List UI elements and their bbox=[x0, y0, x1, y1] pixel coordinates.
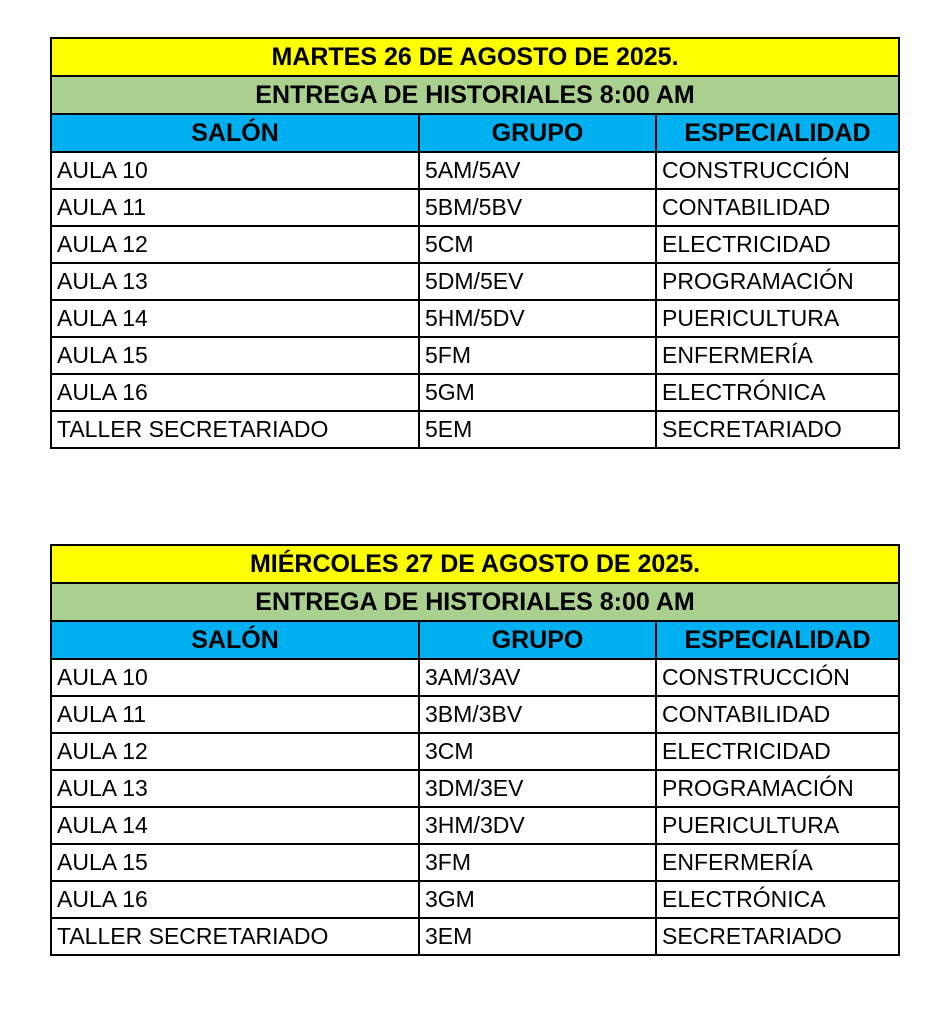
subtitle-row bbox=[51, 583, 899, 621]
column-header-salon: SALÓN bbox=[51, 114, 419, 152]
table-row bbox=[51, 263, 899, 300]
date-row bbox=[51, 38, 899, 76]
schedule-subtitle: ENTREGA DE HISTORIALES 8:00 AM bbox=[51, 76, 899, 114]
cell-especialidad: SECRETARIADO bbox=[656, 918, 899, 955]
cell-grupo: 5CM bbox=[419, 226, 656, 263]
cell-salon: AULA 13 bbox=[51, 770, 419, 807]
cell-grupo: 3AM/3AV bbox=[419, 659, 656, 696]
cell-especialidad: ELECTRÓNICA bbox=[656, 374, 899, 411]
cell-especialidad: CONTABILIDAD bbox=[656, 189, 899, 226]
table-row bbox=[51, 807, 899, 844]
cell-grupo: 3DM/3EV bbox=[419, 770, 656, 807]
cell-especialidad: ELECTRICIDAD bbox=[656, 226, 899, 263]
cell-especialidad: PROGRAMACIÓN bbox=[656, 263, 899, 300]
table-row bbox=[51, 189, 899, 226]
cell-grupo: 3HM/3DV bbox=[419, 807, 656, 844]
table-row bbox=[51, 337, 899, 374]
column-header-grupo: GRUPO bbox=[419, 621, 656, 659]
schedule-date-title: MIÉRCOLES 27 DE AGOSTO DE 2025. bbox=[51, 545, 899, 583]
column-header-salon: SALÓN bbox=[51, 621, 419, 659]
cell-salon: AULA 14 bbox=[51, 807, 419, 844]
schedule-table-wednesday bbox=[50, 544, 900, 956]
cell-salon: AULA 12 bbox=[51, 733, 419, 770]
column-header-grupo: GRUPO bbox=[419, 114, 656, 152]
cell-grupo: 5GM bbox=[419, 374, 656, 411]
cell-especialidad: PROGRAMACIÓN bbox=[656, 770, 899, 807]
column-header-especialidad: ESPECIALIDAD bbox=[656, 621, 899, 659]
cell-especialidad: CONSTRUCCIÓN bbox=[656, 659, 899, 696]
cell-grupo: 5AM/5AV bbox=[419, 152, 656, 189]
cell-grupo: 3EM bbox=[419, 918, 656, 955]
cell-salon: AULA 15 bbox=[51, 844, 419, 881]
cell-grupo: 5BM/5BV bbox=[419, 189, 656, 226]
table-row bbox=[51, 659, 899, 696]
column-header-row bbox=[51, 621, 899, 659]
cell-grupo: 5DM/5EV bbox=[419, 263, 656, 300]
cell-grupo: 5FM bbox=[419, 337, 656, 374]
date-row bbox=[51, 545, 899, 583]
table-row bbox=[51, 152, 899, 189]
cell-salon: AULA 11 bbox=[51, 696, 419, 733]
cell-especialidad: PUERICULTURA bbox=[656, 300, 899, 337]
cell-grupo: 3CM bbox=[419, 733, 656, 770]
table-row bbox=[51, 374, 899, 411]
subtitle-row bbox=[51, 76, 899, 114]
cell-especialidad: ENFERMERÍA bbox=[656, 337, 899, 374]
cell-salon: AULA 16 bbox=[51, 881, 419, 918]
cell-salon: AULA 16 bbox=[51, 374, 419, 411]
cell-salon: AULA 10 bbox=[51, 659, 419, 696]
table-row bbox=[51, 881, 899, 918]
table-row bbox=[51, 918, 899, 955]
cell-grupo: 5HM/5DV bbox=[419, 300, 656, 337]
table-row bbox=[51, 844, 899, 881]
table-row bbox=[51, 733, 899, 770]
cell-salon: AULA 15 bbox=[51, 337, 419, 374]
cell-salon: AULA 13 bbox=[51, 263, 419, 300]
cell-especialidad: PUERICULTURA bbox=[656, 807, 899, 844]
table-row bbox=[51, 696, 899, 733]
cell-salon: AULA 12 bbox=[51, 226, 419, 263]
cell-especialidad: CONSTRUCCIÓN bbox=[656, 152, 899, 189]
cell-salon: AULA 11 bbox=[51, 189, 419, 226]
cell-grupo: 3FM bbox=[419, 844, 656, 881]
column-header-especialidad: ESPECIALIDAD bbox=[656, 114, 899, 152]
cell-grupo: 5EM bbox=[419, 411, 656, 448]
schedule-table-tuesday bbox=[50, 37, 900, 449]
table-row bbox=[51, 770, 899, 807]
table-row bbox=[51, 226, 899, 263]
schedule-subtitle: ENTREGA DE HISTORIALES 8:00 AM bbox=[51, 583, 899, 621]
cell-salon: AULA 10 bbox=[51, 152, 419, 189]
cell-grupo: 3GM bbox=[419, 881, 656, 918]
cell-especialidad: SECRETARIADO bbox=[656, 411, 899, 448]
table-row bbox=[51, 411, 899, 448]
cell-especialidad: ELECTRÓNICA bbox=[656, 881, 899, 918]
table-row bbox=[51, 300, 899, 337]
cell-salon: AULA 14 bbox=[51, 300, 419, 337]
column-header-row bbox=[51, 114, 899, 152]
cell-especialidad: ENFERMERÍA bbox=[656, 844, 899, 881]
schedule-date-title: MARTES 26 DE AGOSTO DE 2025. bbox=[51, 38, 899, 76]
cell-grupo: 3BM/3BV bbox=[419, 696, 656, 733]
cell-salon: TALLER SECRETARIADO bbox=[51, 411, 419, 448]
cell-salon: TALLER SECRETARIADO bbox=[51, 918, 419, 955]
cell-especialidad: CONTABILIDAD bbox=[656, 696, 899, 733]
cell-especialidad: ELECTRICIDAD bbox=[656, 733, 899, 770]
